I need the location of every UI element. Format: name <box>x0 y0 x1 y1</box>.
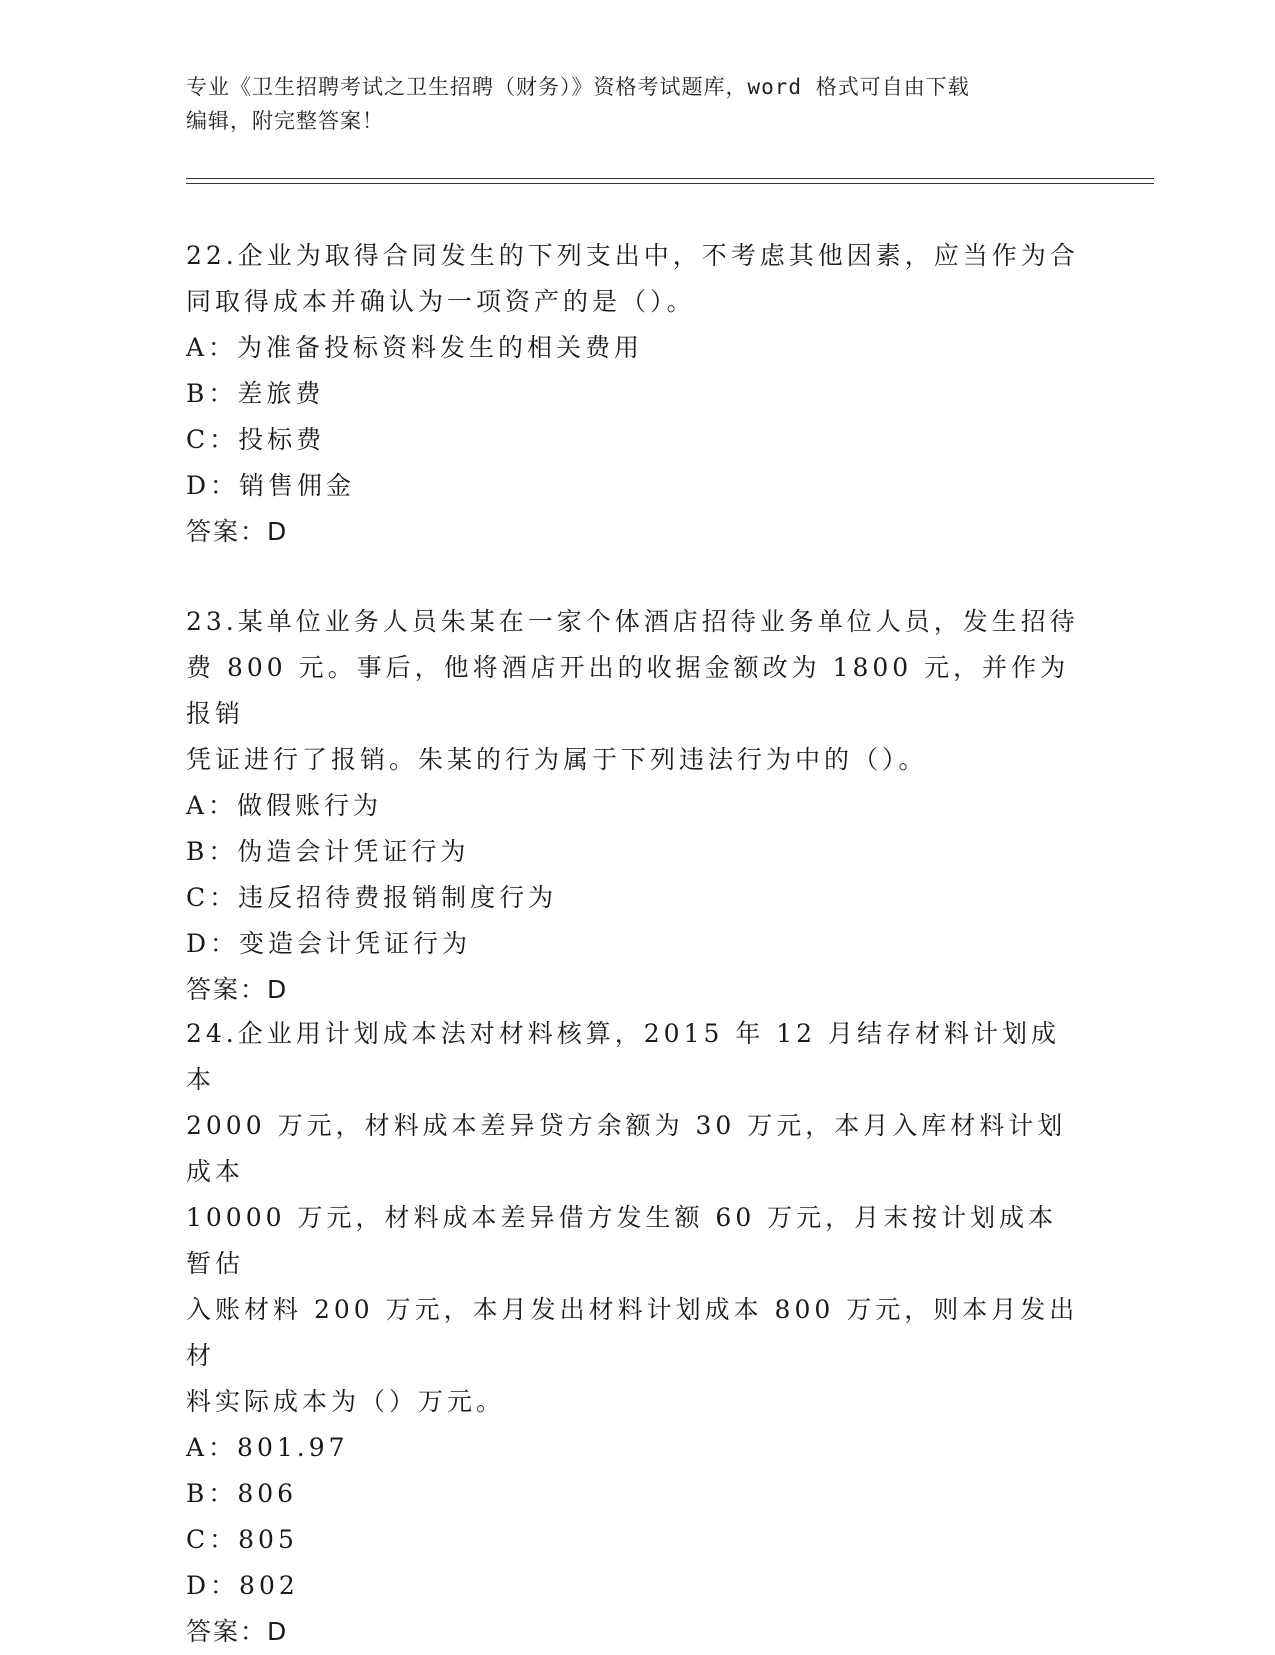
option-c: C：投标费 <box>186 425 326 454</box>
option-a: A：801.97 <box>186 1433 349 1462</box>
option-d: D：变造会计凭证行为 <box>186 929 472 958</box>
header-divider-bottom <box>186 183 1154 184</box>
question-stem-line: 2000 万元，材料成本差异贷方余额为 30 万元，本月入库材料计划成本 <box>186 1111 1067 1186</box>
question-stem-line: 费 800 元。事后，他将酒店开出的收据金额改为 1800 元，并作为报销 <box>186 653 1070 728</box>
option-b: B：806 <box>186 1479 298 1508</box>
option-c: C：违反招待费报销制度行为 <box>186 883 558 912</box>
question-stem-line: 10000 万元，材料成本差异借方发生额 60 万元，月末按计划成本暂估 <box>186 1203 1058 1278</box>
option-b: B：伪造会计凭证行为 <box>186 837 470 866</box>
header-divider-top <box>186 178 1154 179</box>
answer-label: 答案：D <box>186 517 289 546</box>
option-d: D：802 <box>186 1571 299 1600</box>
question-stem-line: 23.某单位业务人员朱某在一家个体酒店招待业务单位人员，发生招待 <box>186 607 1079 636</box>
question-stem-line: 料实际成本为（）万元。 <box>186 1387 506 1416</box>
header-line-2: 编辑，附完整答案！ <box>186 109 384 133</box>
header-line-1: 专业《卫生招聘考试之卫生招聘（财务）》资格考试题库，word 格式可自由下载 <box>186 75 970 99</box>
question-stem-line: 同取得成本并确认为一项资产的是（）。 <box>186 287 696 316</box>
question-stem-line: 24.企业用计划成本法对材料核算，2015 年 12 月结存材料计划成本 <box>186 1019 1061 1094</box>
question-stem-line: 22.企业为取得合同发生的下列支出中，不考虑其他因素，应当作为合 <box>186 241 1079 270</box>
question-24 <box>186 1011 1086 1655</box>
option-d: D：销售佣金 <box>186 471 356 500</box>
option-b: B：差旅费 <box>186 379 325 408</box>
option-a: A：为准备投标资料发生的相关费用 <box>186 333 644 362</box>
question-23 <box>186 599 1086 1013</box>
question-stem-line: 凭证进行了报销。朱某的行为属于下列违法行为中的（）。 <box>186 745 928 774</box>
answer-label: 答案：D <box>186 975 289 1004</box>
question-stem-line: 入账材料 200 万元，本月发出材料计划成本 800 万元，则本月发出材 <box>186 1295 1079 1370</box>
option-c: C：805 <box>186 1525 298 1554</box>
question-22 <box>186 233 1086 555</box>
document-header <box>186 70 1086 138</box>
answer-label: 答案：D <box>186 1617 289 1646</box>
option-a: A：做假账行为 <box>186 791 383 820</box>
